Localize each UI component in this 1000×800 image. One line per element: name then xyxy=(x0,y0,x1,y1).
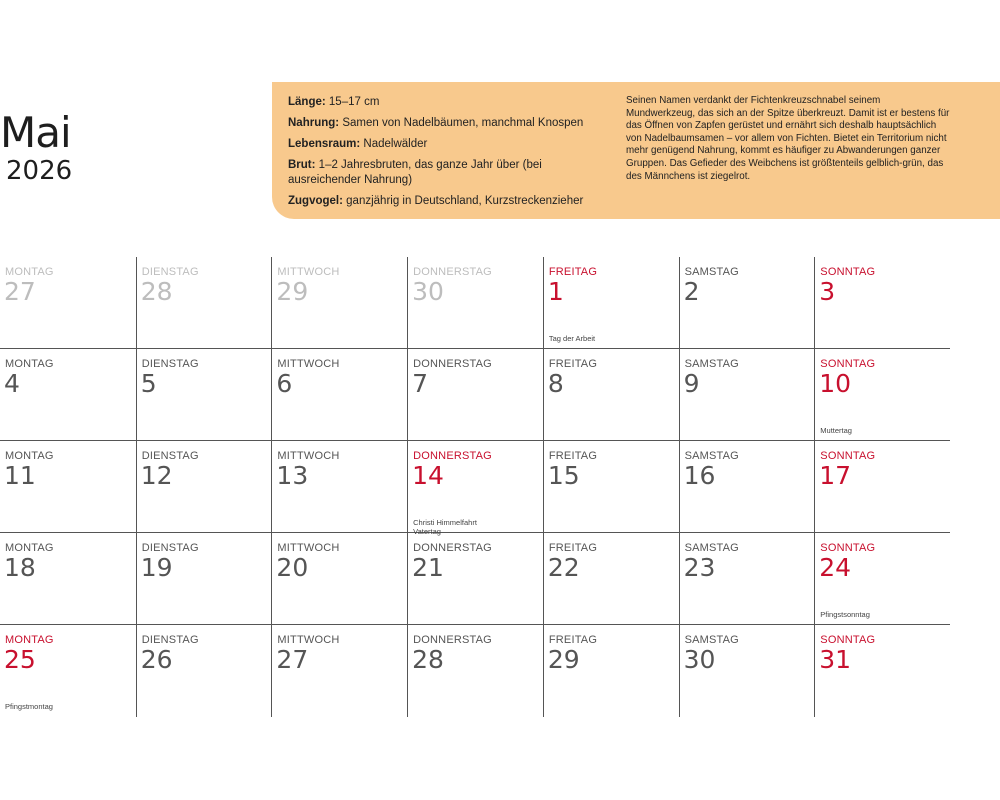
day-cell[interactable] xyxy=(679,257,815,349)
weekday-label: DIENSTAG xyxy=(141,542,199,554)
day-cell[interactable] xyxy=(543,625,679,717)
day-cell[interactable] xyxy=(679,625,815,717)
weekday-label: DONNERSTAG xyxy=(413,634,492,646)
day-cell[interactable] xyxy=(136,625,272,717)
day-number: 9 xyxy=(683,369,700,398)
day-number: 22 xyxy=(547,553,580,582)
weekday-label: FREITAG xyxy=(548,358,598,370)
day-cell[interactable] xyxy=(271,625,407,717)
day-cell[interactable] xyxy=(679,441,815,533)
day-cell[interactable] xyxy=(814,441,950,533)
calendar-grid xyxy=(0,257,950,717)
weekday-label: DONNERSTAG xyxy=(413,358,492,370)
day-cell[interactable] xyxy=(543,441,679,533)
day-cell[interactable] xyxy=(271,257,407,349)
day-cell[interactable] xyxy=(814,625,950,717)
weekday-label: SAMSTAG xyxy=(684,634,739,646)
day-number: 3 xyxy=(819,277,836,306)
day-number: 25 xyxy=(4,645,36,674)
weekday-label: MITTWOCH xyxy=(277,542,340,554)
day-number: 29 xyxy=(276,277,309,306)
weekday-label: SONNTAG xyxy=(820,266,876,278)
weekday-label: SONNTAG xyxy=(820,450,876,462)
weekday-label: MONTAG xyxy=(5,266,54,278)
day-cell[interactable] xyxy=(407,441,543,536)
fact-value: ganzjährig in Deutschland, Kurzstreckenzieher xyxy=(346,195,584,207)
holiday-note: Tag der Arbeit xyxy=(548,334,596,343)
weekday-label: MONTAG xyxy=(5,450,54,462)
day-number: 7 xyxy=(412,369,429,398)
fact-length xyxy=(288,95,608,110)
day-cell[interactable] xyxy=(136,441,272,533)
day-number: 12 xyxy=(140,461,173,490)
day-number: 18 xyxy=(4,553,36,582)
weekday-label: MITTWOCH xyxy=(277,266,340,278)
fact-food xyxy=(288,116,608,131)
day-cell[interactable] xyxy=(0,349,136,441)
weekday-label: SAMSTAG xyxy=(684,358,739,370)
weekday-label: FREITAG xyxy=(548,266,598,278)
day-number: 1 xyxy=(547,277,564,306)
weekday-label: SAMSTAG xyxy=(684,266,739,278)
weekday-label: DIENSTAG xyxy=(141,450,199,462)
fact-habitat xyxy=(288,137,608,152)
day-number: 13 xyxy=(276,461,309,490)
day-number: 29 xyxy=(547,645,580,674)
day-cell[interactable] xyxy=(136,257,272,349)
day-number: 11 xyxy=(4,461,36,490)
year-label: 2026 xyxy=(6,156,73,186)
day-cell[interactable] xyxy=(0,625,136,717)
weekday-label: DONNERSTAG xyxy=(413,542,492,554)
fact-value: 15–17 cm xyxy=(328,96,380,108)
day-number: 28 xyxy=(412,645,444,674)
fact-label: Lebensraum: xyxy=(288,138,361,150)
day-cell[interactable] xyxy=(0,533,136,625)
weekday-label: MONTAG xyxy=(5,542,54,554)
fact-breeding xyxy=(288,158,608,188)
day-number: 8 xyxy=(547,369,564,398)
fact-migration xyxy=(288,194,608,209)
day-cell[interactable] xyxy=(407,533,543,625)
day-cell[interactable] xyxy=(407,349,543,441)
day-number: 28 xyxy=(140,277,173,306)
weekday-label: FREITAG xyxy=(548,450,598,462)
weekday-label: FREITAG xyxy=(548,634,598,646)
day-cell[interactable] xyxy=(136,349,272,441)
day-cell[interactable] xyxy=(543,533,679,625)
weekday-label: MITTWOCH xyxy=(277,358,340,370)
day-cell[interactable] xyxy=(136,533,272,625)
weekday-label: SAMSTAG xyxy=(684,542,739,554)
month-title: Mai xyxy=(0,108,71,157)
day-number: 5 xyxy=(140,369,157,398)
day-number: 15 xyxy=(547,461,580,490)
day-number: 14 xyxy=(412,461,444,490)
day-number: 27 xyxy=(4,277,36,306)
day-cell[interactable] xyxy=(407,257,543,349)
day-number: 24 xyxy=(819,553,852,582)
weekday-label: DIENSTAG xyxy=(141,266,199,278)
day-number: 30 xyxy=(412,277,444,306)
day-number: 23 xyxy=(683,553,716,582)
weekday-label: DONNERSTAG xyxy=(413,450,492,462)
weekday-label: SAMSTAG xyxy=(684,450,739,462)
day-number: 2 xyxy=(683,277,700,306)
holiday-note: Pfingstmontag xyxy=(5,702,53,711)
weekday-label: FREITAG xyxy=(548,542,598,554)
fact-value: Samen von Nadelbäumen, manchmal Knospen xyxy=(342,117,584,129)
day-number: 17 xyxy=(819,461,852,490)
day-cell[interactable] xyxy=(0,441,136,533)
weekday-label: DIENSTAG xyxy=(141,358,199,370)
weekday-label: MONTAG xyxy=(5,358,54,370)
day-cell[interactable] xyxy=(543,349,679,441)
holiday-note: Christi Himmelfahrt Vatertag xyxy=(413,518,477,536)
day-cell[interactable] xyxy=(271,441,407,533)
fact-label: Länge: xyxy=(288,96,326,108)
day-cell[interactable] xyxy=(814,533,950,625)
weekday-label: MITTWOCH xyxy=(277,634,340,646)
day-number: 31 xyxy=(819,645,852,674)
weekday-label: MITTWOCH xyxy=(277,450,340,462)
day-cell[interactable] xyxy=(271,533,407,625)
fact-value: Nadelwälder xyxy=(363,138,428,150)
day-number: 30 xyxy=(683,645,716,674)
weekday-label: SONNTAG xyxy=(820,358,876,370)
day-number: 16 xyxy=(683,461,716,490)
fact-label: Nahrung: xyxy=(288,117,340,129)
day-cell[interactable] xyxy=(543,257,679,349)
day-number: 10 xyxy=(819,369,852,398)
day-cell[interactable] xyxy=(0,257,136,349)
day-cell[interactable] xyxy=(814,257,950,349)
weekday-label: DIENSTAG xyxy=(141,634,199,646)
day-cell[interactable] xyxy=(407,625,543,717)
day-number: 6 xyxy=(276,369,293,398)
holiday-note: Pfingstsonntag xyxy=(820,610,870,619)
day-cell[interactable] xyxy=(679,533,815,625)
fact-value: 1–2 Jahresbruten, das ganze Jahr über (bei ausreichender Nahrung) xyxy=(288,159,542,186)
day-number: 26 xyxy=(140,645,173,674)
day-cell[interactable] xyxy=(271,349,407,441)
day-number: 20 xyxy=(276,553,309,582)
day-number: 27 xyxy=(276,645,309,674)
bird-info-box xyxy=(272,82,1000,219)
day-number: 21 xyxy=(412,553,444,582)
weekday-label: MONTAG xyxy=(5,634,54,646)
day-cell[interactable] xyxy=(814,349,950,441)
fact-label: Brut: xyxy=(288,159,316,171)
weekday-label: SONNTAG xyxy=(820,542,876,554)
holiday-note: Muttertag xyxy=(820,426,852,435)
fact-label: Zugvogel: xyxy=(288,195,343,207)
weekday-label: SONNTAG xyxy=(820,634,876,646)
bird-facts xyxy=(288,95,608,215)
day-number: 4 xyxy=(4,369,20,398)
weekday-label: DONNERSTAG xyxy=(413,266,492,278)
day-number: 19 xyxy=(140,553,173,582)
day-cell[interactable] xyxy=(679,349,815,441)
bird-description: Seinen Namen verdankt der Fichtenkreuzschnabel seinem Mundwerkzeug, das sich an der Spitze überkreuzt. Damit ist er bestens für das Öffnen von Zapfen gerüstet und ernährt sich deshalb hauptsächlich von Nadelbaumsamen – vor allem von Fichten. Bietet ein Territorium nicht mehr genügend Nahrung, kommt es häufiger zu Abwanderungen ganzer Gruppen. Das Gefieder des Weibchens ist größtenteils gelblich-grün, das des Männchens ist ziegelrot. xyxy=(626,95,950,182)
